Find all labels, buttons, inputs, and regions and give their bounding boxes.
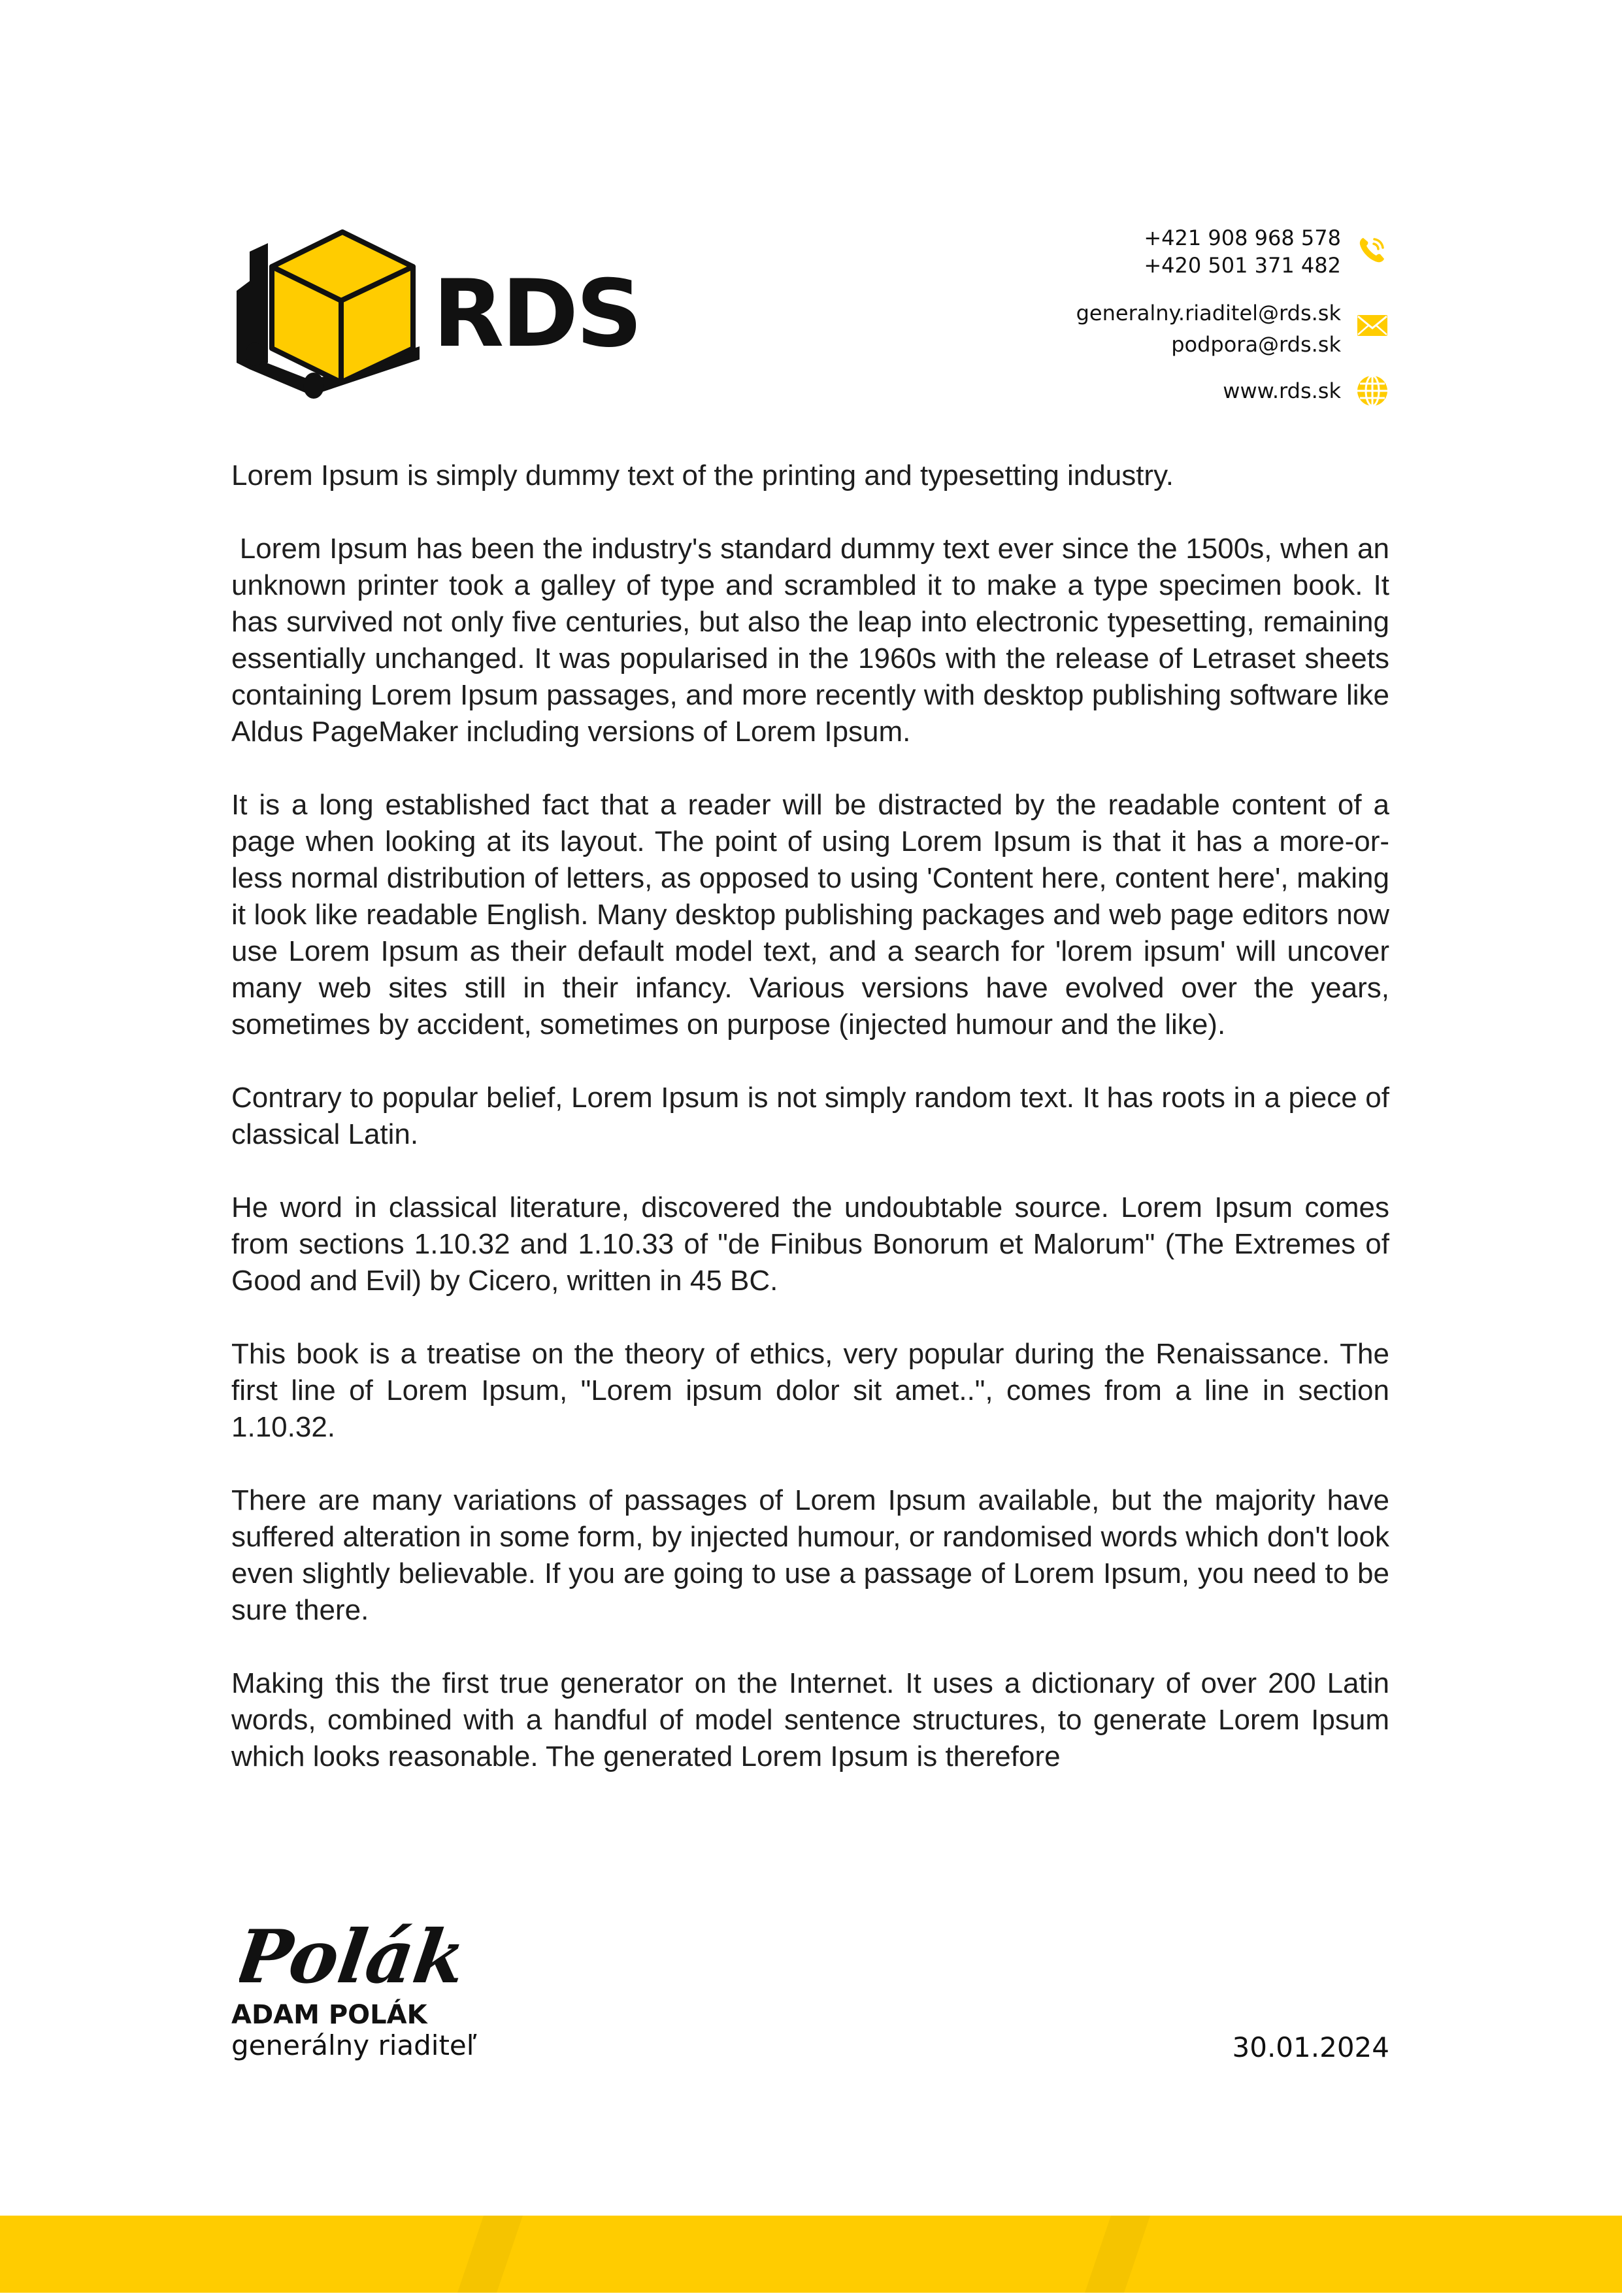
letter-body	[231, 458, 1398, 1775]
letter-date: 30.01.2024	[1232, 2031, 1389, 2063]
paragraph: There are many variations of passages of Lorem Ipsum available, but the majority have suffered alteration in some form, by injected humour, or randomised words which don't look even slightly believable. If you are going to use a passage of Lorem Ipsum, you need to be sure there.	[231, 1484, 1389, 1626]
paragraph: This book is a treatise on the theory of ethics, very popular during the Renaissance. The first line of Lorem Ipsum, "Lorem ipsum dolor sit amet..", comes from a line in section 1.10.32.	[231, 1338, 1389, 1443]
handwritten-signature	[239, 1912, 461, 2010]
paragraph: He word in classical literature, discovered the undoubtable source. Lorem Ipsum comes from sections 1.10.32 and 1.10.33 of "de Finibus Bonorum et Malorum" (The Extremes of Good and Evil) by Cicero, written in 45 BC.	[231, 1191, 1389, 1297]
globe-icon	[1355, 374, 1389, 408]
website-link[interactable]: www.rds.sk	[1223, 378, 1341, 403]
delivery-truck-box-icon	[230, 229, 426, 405]
company-logo	[230, 229, 640, 405]
signatory-role: generálny riaditeľ	[231, 2029, 477, 2061]
email-link[interactable]: podpora@rds.sk	[1171, 332, 1341, 357]
phone-list	[1144, 224, 1341, 279]
signatory-name: ADAM POLÁK	[231, 2000, 427, 2030]
paragraph: Making this the first true generator on the Internet. It uses a dictionary of over 200 Latin words, combined with a handful of model sentence structures, to generate Lorem Ipsum which looks reasonable. The generated Lorem Ipsum is therefore	[231, 1667, 1389, 1772]
email-link[interactable]: generalny.riaditel@rds.sk	[1076, 301, 1341, 325]
footer-accent-band	[0, 2216, 1622, 2293]
phone-icon	[1355, 233, 1389, 267]
paragraph: Lorem Ipsum is simply dummy text of the printing and typesetting industry.	[231, 459, 1174, 491]
svg-text:Polák: Polák	[239, 1913, 461, 2000]
envelope-icon	[1355, 308, 1389, 342]
paragraph: It is a long established fact that a reader will be distracted by the readable content of a page when looking at its layout. The point of using Lorem Ipsum is that it has a more-or-less normal distribution of letters, as opposed to using 'Content here, content here', making it look like readable English. Many desktop publishing packages and web page editors now use Lorem Ipsum as their default model text, and a search for 'lorem ipsum' will uncover many web sites still in their infancy. Various versions have evolved over the years, sometimes by accident, sometimes on purpose (injected humour and the like).	[231, 789, 1389, 1040]
website	[1223, 377, 1341, 405]
paragraph: Contrary to popular belief, Lorem Ipsum is not simply random text. It has roots in a piece of classical Latin.	[231, 1082, 1389, 1150]
paragraph: Lorem Ipsum has been the industry's standard dummy text ever since the 1500s, when an unknown printer took a galley of type and scrambled it to make a type specimen book. It has survived not only five centuries, but also the leap into electronic typesetting, remaining essentially unchanged. It was popularised in the 1960s with the release of Letraset sheets containing Lorem Ipsum passages, and more recently with desktop publishing software like Aldus PageMaker including versions of Lorem Ipsum.	[231, 533, 1398, 748]
brand-name: RDS	[433, 260, 640, 368]
phone-number[interactable]: +420 501 371 482	[1144, 253, 1341, 278]
email-list	[1076, 297, 1341, 360]
phone-number[interactable]: +421 908 968 578	[1144, 225, 1341, 250]
